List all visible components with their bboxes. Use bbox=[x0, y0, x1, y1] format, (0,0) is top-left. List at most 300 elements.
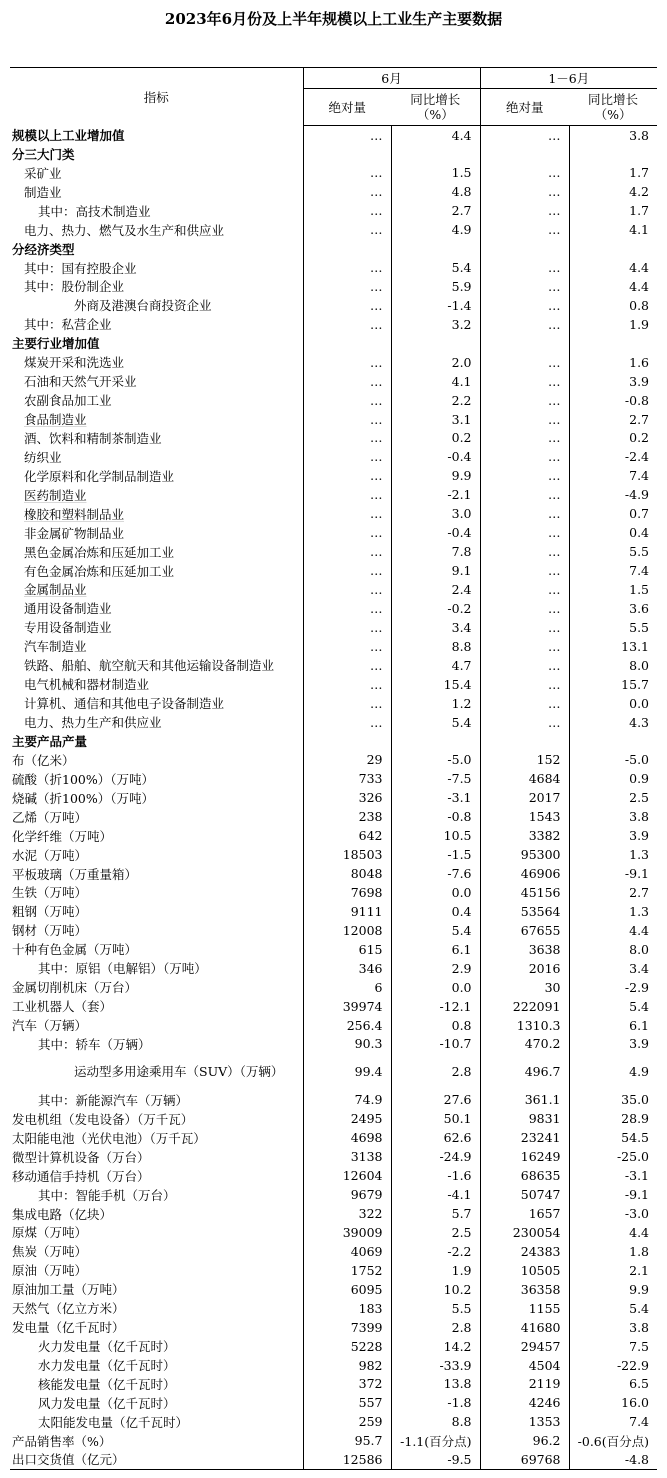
row-label: 铁路、船舶、航空航天和其他运输设备制造业 bbox=[24, 658, 275, 674]
table-row bbox=[10, 902, 657, 921]
june-absolute-cell: 5228 bbox=[303, 1337, 391, 1356]
june-absolute-cell: 4069 bbox=[303, 1242, 391, 1261]
half-year-absolute-cell: 50747 bbox=[480, 1185, 569, 1204]
half-year-yoy-cell: -3.0 bbox=[569, 1204, 657, 1223]
june-absolute-cell: … bbox=[303, 542, 391, 561]
june-yoy-cell: 8.8 bbox=[391, 637, 480, 656]
row-label: 煤炭开采和洗选业 bbox=[24, 355, 125, 371]
june-absolute-cell: … bbox=[303, 466, 391, 485]
june-absolute-cell: … bbox=[303, 391, 391, 410]
half-year-absolute-cell: 1657 bbox=[480, 1204, 569, 1223]
june-absolute-cell: 733 bbox=[303, 769, 391, 788]
june-absolute-cell: … bbox=[303, 637, 391, 656]
table-row bbox=[10, 315, 657, 334]
june-yoy-cell: 3.2 bbox=[391, 315, 480, 334]
june-absolute-cell: 18503 bbox=[303, 845, 391, 864]
half-year-header: 1－6月 bbox=[480, 68, 657, 89]
june-yoy-cell: 0.0 bbox=[391, 883, 480, 902]
june-absolute-cell: … bbox=[303, 182, 391, 201]
row-label: 其中：轿车（万辆） bbox=[38, 1036, 151, 1052]
june-yoy-cell: 3.4 bbox=[391, 618, 480, 637]
half-year-yoy-cell: 2.5 bbox=[569, 788, 657, 807]
half-year-absolute-cell: … bbox=[480, 466, 569, 485]
half-year-absolute-cell: … bbox=[480, 410, 569, 429]
june-absolute-cell: … bbox=[303, 656, 391, 675]
half-year-absolute-cell: 67655 bbox=[480, 921, 569, 940]
half-year-absolute-cell: 152 bbox=[480, 750, 569, 769]
june-yoy-cell: -1.8 bbox=[391, 1393, 480, 1412]
table-row bbox=[10, 1166, 657, 1185]
half-year-yoy-cell: -3.1 bbox=[569, 1166, 657, 1185]
june-yoy-cell: -4.1 bbox=[391, 1185, 480, 1204]
table-row bbox=[10, 580, 657, 599]
june-absolute-cell: … bbox=[303, 201, 391, 220]
row-label: 生铁（万吨） bbox=[12, 885, 88, 901]
june-yoy-cell: 27.6 bbox=[391, 1090, 480, 1109]
half-year-absolute-cell: 222091 bbox=[480, 997, 569, 1016]
june-absolute-cell: 326 bbox=[303, 788, 391, 807]
half-year-absolute-cell: 53564 bbox=[480, 902, 569, 921]
june-yoy-cell: -24.9 bbox=[391, 1147, 480, 1166]
table-row bbox=[10, 1090, 657, 1109]
june-yoy-cell: 2.7 bbox=[391, 201, 480, 220]
table-row bbox=[10, 864, 657, 883]
june-yoy-cell: -2.1 bbox=[391, 485, 480, 504]
table-row bbox=[10, 353, 657, 372]
row-label: 橡胶和塑料制品业 bbox=[24, 506, 125, 522]
june-absolute-cell: … bbox=[303, 675, 391, 694]
half-year-yoy-cell: 5.4 bbox=[569, 1299, 657, 1318]
table-row bbox=[10, 807, 657, 826]
half-year-yoy-cell: 3.9 bbox=[569, 372, 657, 391]
half-year-absolute-cell: … bbox=[480, 713, 569, 732]
june-yoy-cell: 5.4 bbox=[391, 921, 480, 940]
row-label: 通用设备制造业 bbox=[24, 601, 112, 617]
table-row bbox=[10, 429, 657, 448]
half-year-absolute-cell: … bbox=[480, 182, 569, 201]
june-yoy-cell: -10.7 bbox=[391, 1035, 480, 1054]
half-year-yoy-cell: 1.3 bbox=[569, 845, 657, 864]
half-year-absolute-cell: 29457 bbox=[480, 1337, 569, 1356]
table-row bbox=[10, 466, 657, 485]
row-label: 风力发电量（亿千瓦时） bbox=[38, 1395, 176, 1411]
june-yoy-cell: 10.5 bbox=[391, 826, 480, 845]
page-title: 2023年6月份及上半年规模以上工业生产主要数据 bbox=[164, 10, 503, 28]
half-year-absolute-cell: 361.1 bbox=[480, 1090, 569, 1109]
row-label: 汽车（万辆） bbox=[12, 1018, 88, 1034]
row-label: 十种有色金属（万吨） bbox=[12, 942, 138, 958]
half-year-yoy-cell: 1.7 bbox=[569, 201, 657, 220]
table-row bbox=[10, 239, 657, 258]
june-yoy-cell: -1.1(百分点) bbox=[391, 1431, 480, 1450]
june-yoy-cell: 0.4 bbox=[391, 902, 480, 921]
june-absolute-cell: 95.7 bbox=[303, 1431, 391, 1450]
half-year-absolute-cell: 95300 bbox=[480, 845, 569, 864]
june-yoy-cell: 50.1 bbox=[391, 1109, 480, 1128]
row-label: 有色金属冶炼和压延加工业 bbox=[24, 563, 175, 579]
row-label: 外商及港澳台商投资企业 bbox=[74, 298, 212, 314]
half-year-absolute-cell: … bbox=[480, 353, 569, 372]
june-yoy-cell: -33.9 bbox=[391, 1356, 480, 1375]
row-label: 专用设备制造业 bbox=[24, 620, 112, 636]
half-year-yoy-cell: 7.4 bbox=[569, 1412, 657, 1431]
june-absolute-cell: … bbox=[303, 694, 391, 713]
table-row bbox=[10, 732, 657, 751]
half-year-absolute-cell: … bbox=[480, 372, 569, 391]
row-label: 医药制造业 bbox=[24, 487, 87, 503]
row-label: 核能发电量（亿千瓦时） bbox=[38, 1376, 176, 1392]
june-absolute-cell: … bbox=[303, 599, 391, 618]
june-absolute-cell: 29 bbox=[303, 750, 391, 769]
june-yoy-cell: 62.6 bbox=[391, 1128, 480, 1147]
table-row bbox=[10, 1318, 657, 1337]
row-label: 分三大门类 bbox=[12, 146, 75, 162]
june-yoy-cell: 2.0 bbox=[391, 353, 480, 372]
table-row bbox=[10, 163, 657, 182]
row-label: 其中：智能手机（万台） bbox=[38, 1187, 176, 1203]
half-year-absolute-cell: 2016 bbox=[480, 959, 569, 978]
half-year-yoy-cell: 2.7 bbox=[569, 883, 657, 902]
half-year-yoy-cell bbox=[569, 732, 657, 751]
table-row bbox=[10, 447, 657, 466]
table-row bbox=[10, 618, 657, 637]
half-year-absolute-cell: 496.7 bbox=[480, 1053, 569, 1090]
half-year-yoy-cell: 0.4 bbox=[569, 523, 657, 542]
row-label: 集成电路（亿块） bbox=[12, 1206, 113, 1222]
june-yoy-cell: -7.6 bbox=[391, 864, 480, 883]
half-year-absolute-cell: 69768 bbox=[480, 1450, 569, 1469]
half-year-absolute-cell: … bbox=[480, 447, 569, 466]
half-year-absolute-cell: … bbox=[480, 580, 569, 599]
half-year-yoy-cell: 3.4 bbox=[569, 959, 657, 978]
half-year-yoy-cell: 54.5 bbox=[569, 1128, 657, 1147]
half-year-yoy-cell: 1.8 bbox=[569, 1242, 657, 1261]
half-year-yoy-cell: 4.1 bbox=[569, 220, 657, 239]
row-label: 太阳能电池（光伏电池）（万千瓦） bbox=[12, 1130, 206, 1146]
row-label: 微型计算机设备（万台） bbox=[12, 1149, 150, 1165]
june-yoy-cell: -0.4 bbox=[391, 523, 480, 542]
june-absolute-cell bbox=[303, 239, 391, 258]
june-absolute-cell: 6 bbox=[303, 978, 391, 997]
row-label: 其中：新能源汽车（万辆） bbox=[38, 1092, 189, 1108]
june-absolute-cell: 2495 bbox=[303, 1109, 391, 1128]
june-yoy-cell: 2.5 bbox=[391, 1223, 480, 1242]
june-absolute-cell: … bbox=[303, 353, 391, 372]
half-year-yoy-cell: 4.2 bbox=[569, 182, 657, 201]
june-absolute-cell: 7399 bbox=[303, 1318, 391, 1337]
june-absolute-cell: … bbox=[303, 372, 391, 391]
june-absolute-cell: … bbox=[303, 523, 391, 542]
half-year-yoy-cell: 1.6 bbox=[569, 353, 657, 372]
half-year-absolute-cell bbox=[480, 239, 569, 258]
june-yoy-cell: -1.4 bbox=[391, 296, 480, 315]
june-absolute-cell: 99.4 bbox=[303, 1053, 391, 1090]
june-yoy-cell: -1.5 bbox=[391, 845, 480, 864]
table-row bbox=[10, 921, 657, 940]
table-row bbox=[10, 144, 657, 163]
table-row bbox=[10, 694, 657, 713]
row-label: 粗钢（万吨） bbox=[12, 904, 88, 920]
june-absolute-cell: … bbox=[303, 126, 391, 145]
row-label: 烧碱（折100%）（万吨） bbox=[12, 790, 154, 806]
half-year-yoy-cell: 7.5 bbox=[569, 1337, 657, 1356]
half-year-absolute-cell bbox=[480, 144, 569, 163]
half-year-yoy-cell: 9.9 bbox=[569, 1280, 657, 1299]
half-year-yoy-cell: -25.0 bbox=[569, 1147, 657, 1166]
half-year-yoy-cell: -0.8 bbox=[569, 391, 657, 410]
june-yoy-cell bbox=[391, 144, 480, 163]
half-year-yoy-cell: 4.4 bbox=[569, 277, 657, 296]
june-absolute-cell: 7698 bbox=[303, 883, 391, 902]
june-absolute-cell: … bbox=[303, 296, 391, 315]
half-year-yoy-cell: 3.8 bbox=[569, 1318, 657, 1337]
table-row bbox=[10, 1412, 657, 1431]
half-year-absolute-cell: 4246 bbox=[480, 1393, 569, 1412]
june-yoy-cell: 3.1 bbox=[391, 410, 480, 429]
row-label: 汽车制造业 bbox=[24, 639, 87, 655]
half-year-yoy-cell: 7.4 bbox=[569, 466, 657, 485]
half-year-yoy-cell: 1.3 bbox=[569, 902, 657, 921]
table-row bbox=[10, 883, 657, 902]
june-absolute-cell: … bbox=[303, 485, 391, 504]
table-row bbox=[10, 713, 657, 732]
half-year-absolute-cell: 45156 bbox=[480, 883, 569, 902]
june-absolute-cell: 12586 bbox=[303, 1450, 391, 1469]
row-label: 发电机组（发电设备）（万千瓦） bbox=[12, 1111, 194, 1127]
half-year-absolute-cell: … bbox=[480, 258, 569, 277]
half-year-yoy-cell: 16.0 bbox=[569, 1393, 657, 1412]
table-row bbox=[10, 220, 657, 239]
half-year-absolute-cell: … bbox=[480, 675, 569, 694]
row-label: 火力发电量（亿千瓦时） bbox=[38, 1339, 176, 1355]
row-label: 黑色金属冶炼和压延加工业 bbox=[24, 544, 175, 560]
table-row bbox=[10, 391, 657, 410]
half-year-absolute-cell bbox=[480, 732, 569, 751]
half-year-absolute-cell: … bbox=[480, 504, 569, 523]
row-label: 水力发电量（亿千瓦时） bbox=[38, 1358, 176, 1374]
june-yoy-cell: -5.0 bbox=[391, 750, 480, 769]
june-absolute-cell: … bbox=[303, 163, 391, 182]
half-year-absolute-cell: … bbox=[480, 694, 569, 713]
half-year-absolute-cell: … bbox=[480, 315, 569, 334]
table-row bbox=[10, 788, 657, 807]
june-absolute-cell: … bbox=[303, 429, 391, 448]
row-label: 焦炭（万吨） bbox=[12, 1244, 88, 1260]
half-year-yoy-cell: 0.8 bbox=[569, 296, 657, 315]
row-label: 乙烯（万吨） bbox=[12, 809, 88, 825]
june-yoy-cell: 14.2 bbox=[391, 1337, 480, 1356]
row-label: 制造业 bbox=[24, 184, 62, 200]
table-row bbox=[10, 523, 657, 542]
half-year-yoy-cell: 5.5 bbox=[569, 542, 657, 561]
row-label: 食品制造业 bbox=[24, 412, 87, 428]
half-year-yoy-cell bbox=[569, 144, 657, 163]
june-absolute-cell: … bbox=[303, 504, 391, 523]
june-yoy-cell: 4.9 bbox=[391, 220, 480, 239]
half-year-absolute-cell: … bbox=[480, 296, 569, 315]
table-row bbox=[10, 1280, 657, 1299]
table-row bbox=[10, 845, 657, 864]
june-yoy-cell: -9.5 bbox=[391, 1450, 480, 1469]
half-year-absolute-cell: 68635 bbox=[480, 1166, 569, 1185]
half-year-absolute-cell: 470.2 bbox=[480, 1035, 569, 1054]
row-label: 天然气（亿立方米） bbox=[12, 1301, 125, 1317]
row-label: 电力、热力生产和供应业 bbox=[24, 715, 162, 731]
row-label: 其中：高技术制造业 bbox=[38, 203, 151, 219]
june-yoy-cell: 1.5 bbox=[391, 163, 480, 182]
half-year-yoy-cell: -9.1 bbox=[569, 864, 657, 883]
table-row bbox=[10, 372, 657, 391]
half-year-absolute-cell: 23241 bbox=[480, 1128, 569, 1147]
table-row bbox=[10, 599, 657, 618]
june-absolute-cell: … bbox=[303, 220, 391, 239]
table-row bbox=[10, 1053, 657, 1090]
june-absolute-cell: 12604 bbox=[303, 1166, 391, 1185]
half-year-yoy-cell: 0.9 bbox=[569, 769, 657, 788]
row-label: 发电量（亿千瓦时） bbox=[12, 1320, 125, 1336]
june-yoy-cell: 6.1 bbox=[391, 940, 480, 959]
table-row bbox=[10, 504, 657, 523]
half-year-absolute-cell: … bbox=[480, 618, 569, 637]
half-year-yoy-cell: -5.0 bbox=[569, 750, 657, 769]
half-year-absolute-cell: … bbox=[480, 220, 569, 239]
table-row bbox=[10, 675, 657, 694]
half-year-absolute-cell: … bbox=[480, 637, 569, 656]
half-year-absolute-cell: 10505 bbox=[480, 1261, 569, 1280]
row-label: 产品销售率（%） bbox=[12, 1433, 112, 1449]
row-label: 电力、热力、燃气及水生产和供应业 bbox=[24, 222, 225, 238]
half-year-absolute-cell: 3382 bbox=[480, 826, 569, 845]
june-absolute-cell: 642 bbox=[303, 826, 391, 845]
row-label: 运动型多用途乘用车（SUV）（万辆） bbox=[74, 1063, 284, 1079]
june-yoy-cell: 5.7 bbox=[391, 1204, 480, 1223]
row-label: 农副食品加工业 bbox=[24, 393, 112, 409]
june-yoy-cell: 7.8 bbox=[391, 542, 480, 561]
june-yoy-cell: 0.0 bbox=[391, 978, 480, 997]
june-yoy-cell: 4.1 bbox=[391, 372, 480, 391]
table-row bbox=[10, 1450, 657, 1469]
half-year-yoy-cell: -4.8 bbox=[569, 1450, 657, 1469]
table-row bbox=[10, 485, 657, 504]
half-year-yoy-cell: 4.9 bbox=[569, 1053, 657, 1090]
june-yoy-cell: -7.5 bbox=[391, 769, 480, 788]
row-label: 规模以上工业增加值 bbox=[12, 127, 125, 143]
table-row bbox=[10, 826, 657, 845]
table-row bbox=[10, 201, 657, 220]
half-year-absolute-cell: 2017 bbox=[480, 788, 569, 807]
june-absolute-cell: … bbox=[303, 258, 391, 277]
row-label: 纺织业 bbox=[24, 449, 62, 465]
half-year-yoy-cell: 0.7 bbox=[569, 504, 657, 523]
row-label: 非金属矿物制品业 bbox=[24, 525, 125, 541]
half-year-yoy-header: 同比增长 （%） bbox=[569, 89, 657, 126]
june-absolute-cell: 557 bbox=[303, 1393, 391, 1412]
june-absolute-cell: … bbox=[303, 713, 391, 732]
june-yoy-cell: 2.2 bbox=[391, 391, 480, 410]
row-label: 分经济类型 bbox=[12, 241, 75, 257]
half-year-yoy-cell: -9.1 bbox=[569, 1185, 657, 1204]
row-label: 布（亿米） bbox=[12, 752, 75, 768]
half-year-yoy-cell: -2.9 bbox=[569, 978, 657, 997]
june-absolute-cell: 9111 bbox=[303, 902, 391, 921]
half-year-yoy-cell: 3.6 bbox=[569, 599, 657, 618]
june-absolute-cell: 39009 bbox=[303, 1223, 391, 1242]
table-row bbox=[10, 258, 657, 277]
table-row bbox=[10, 1035, 657, 1054]
june-absolute-cell: 39974 bbox=[303, 997, 391, 1016]
june-absolute-cell: … bbox=[303, 618, 391, 637]
half-year-yoy-cell: 28.9 bbox=[569, 1109, 657, 1128]
table-row bbox=[10, 1128, 657, 1147]
half-year-yoy-cell: 3.9 bbox=[569, 826, 657, 845]
table-row bbox=[10, 1431, 657, 1450]
table-row bbox=[10, 1261, 657, 1280]
june-yoy-cell: 2.9 bbox=[391, 959, 480, 978]
june-yoy-header: 同比增长 （%） bbox=[391, 89, 480, 126]
june-absolute-cell bbox=[303, 334, 391, 353]
june-absolute-cell: 615 bbox=[303, 940, 391, 959]
table-row bbox=[10, 1299, 657, 1318]
june-absolute-cell: 1752 bbox=[303, 1261, 391, 1280]
row-label: 移动通信手持机（万台） bbox=[12, 1168, 150, 1184]
half-year-absolute-cell: 2119 bbox=[480, 1375, 569, 1394]
row-label: 采矿业 bbox=[24, 165, 62, 181]
half-year-yoy-cell: 0.0 bbox=[569, 694, 657, 713]
june-yoy-cell: -2.2 bbox=[391, 1242, 480, 1261]
half-year-absolute-cell: 1155 bbox=[480, 1299, 569, 1318]
half-year-yoy-cell: 7.4 bbox=[569, 561, 657, 580]
june-yoy-cell: 9.9 bbox=[391, 466, 480, 485]
half-year-yoy-cell: 8.0 bbox=[569, 656, 657, 675]
june-absolute-cell: 238 bbox=[303, 807, 391, 826]
june-yoy-cell: 2.8 bbox=[391, 1053, 480, 1090]
half-year-yoy-cell: 3.8 bbox=[569, 126, 657, 145]
table-row bbox=[10, 1109, 657, 1128]
half-year-absolute-cell: 30 bbox=[480, 978, 569, 997]
half-year-yoy-cell: 0.2 bbox=[569, 429, 657, 448]
row-label: 水泥（万吨） bbox=[12, 847, 88, 863]
table-row bbox=[10, 1375, 657, 1394]
table-row bbox=[10, 959, 657, 978]
half-year-yoy-cell: 15.7 bbox=[569, 675, 657, 694]
half-year-absolute-cell: … bbox=[480, 163, 569, 182]
table-row bbox=[10, 1185, 657, 1204]
half-year-absolute-cell: 24383 bbox=[480, 1242, 569, 1261]
half-year-yoy-cell: 4.4 bbox=[569, 258, 657, 277]
june-absolute-cell: 8048 bbox=[303, 864, 391, 883]
indicator-header: 指标 bbox=[10, 68, 303, 126]
june-absolute-cell: … bbox=[303, 561, 391, 580]
table-row bbox=[10, 769, 657, 788]
june-absolute-cell: 322 bbox=[303, 1204, 391, 1223]
june-yoy-cell: 15.4 bbox=[391, 675, 480, 694]
half-year-yoy-cell bbox=[569, 239, 657, 258]
june-yoy-cell: 1.9 bbox=[391, 1261, 480, 1280]
june-header: 6月 bbox=[303, 68, 480, 89]
half-year-yoy-cell: 2.7 bbox=[569, 410, 657, 429]
row-label: 原油（万吨） bbox=[12, 1263, 88, 1279]
table-row bbox=[10, 561, 657, 580]
half-year-absolute-header: 绝对量 bbox=[480, 89, 569, 126]
june-absolute-header: 绝对量 bbox=[303, 89, 391, 126]
june-yoy-cell bbox=[391, 732, 480, 751]
table-row bbox=[10, 334, 657, 353]
half-year-absolute-cell: … bbox=[480, 201, 569, 220]
table-row bbox=[10, 542, 657, 561]
half-year-absolute-cell: … bbox=[480, 277, 569, 296]
june-absolute-cell: … bbox=[303, 580, 391, 599]
half-year-absolute-cell: 4684 bbox=[480, 769, 569, 788]
